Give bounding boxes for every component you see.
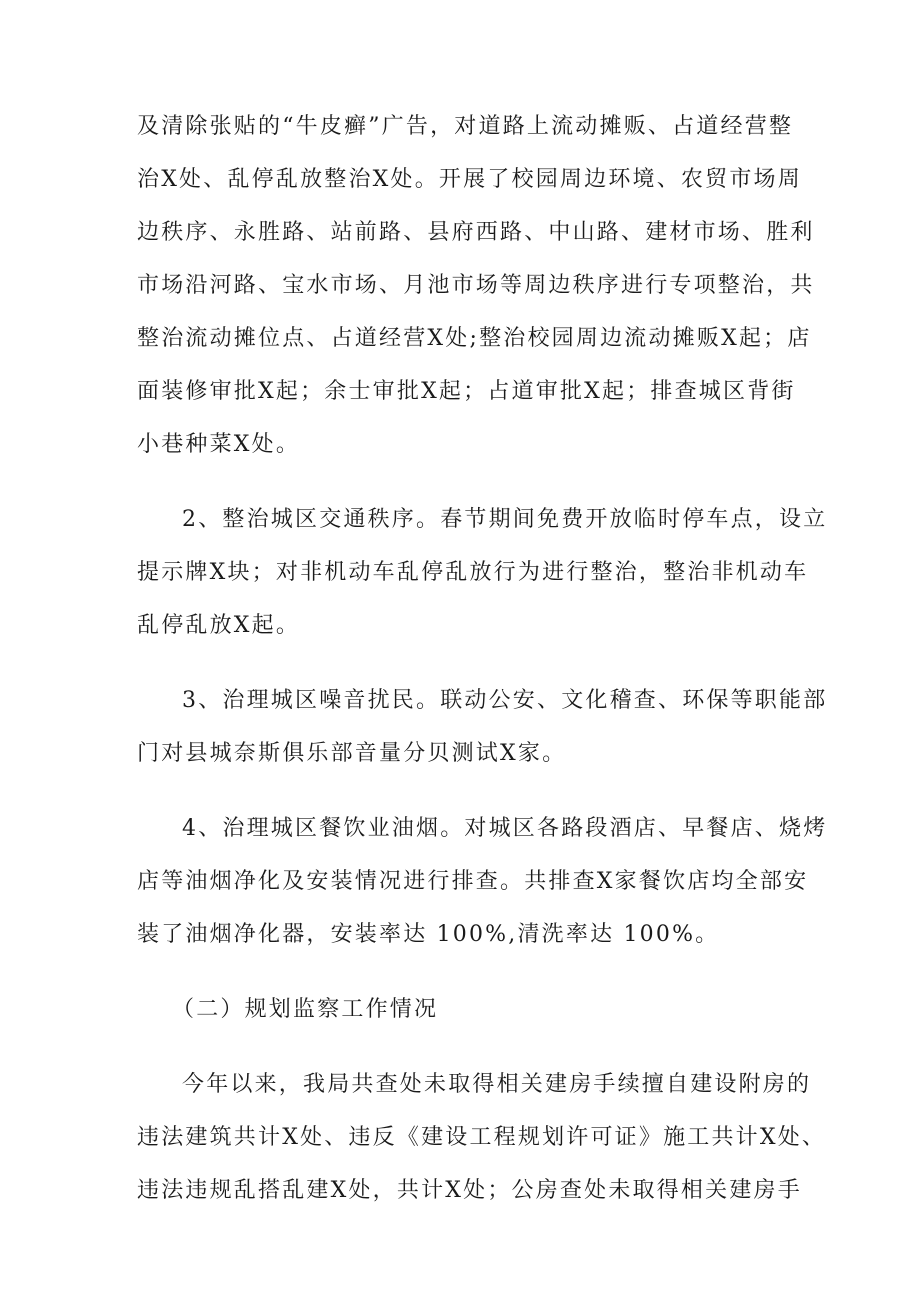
text-line: 面装修审批X起；余士审批X起；占道审批X起；排查城区背街 [137,379,796,404]
text-line: 违法建筑共计X处、违反《建设工程规划许可证》施工共计X处、 [137,1125,827,1150]
text-line: 今年以来，我局共查处未取得相关建房手续擅自建设附房的 [182,1072,812,1097]
text-line: 装了油烟净化器，安装率达 100%,清洗率达 100%。 [137,922,720,947]
text-line: 违法违规乱搭乱建X处，共计X处；公房查处未取得相关建房手 [137,1178,802,1203]
text-line: 整治流动摊位点、占道经营X处;整治校园周边流动摊贩X起；店 [137,326,812,351]
text-line: 门对县城奈斯俱乐部音量分贝测试X家。 [137,741,567,766]
text-line: 乱停乱放X起。 [137,613,301,638]
text-line: 边秩序、永胜路、站前路、县府西路、中山路、建材市场、胜利 [137,220,815,245]
text-line: 治X处、乱停乱放整治X处。开展了校园周边环境、农贸市场周 [137,167,802,192]
text-line: 店等油烟净化及安装情况进行排查。共排查X家餐饮店均全部安 [137,869,809,894]
section-heading: （二）规划监察工作情况 [172,997,439,1022]
text-line: 3、治理城区噪音扰民。联动公安、文化稽查、环保等职能部 [182,688,828,713]
text-line: 提示牌X块；对非机动车乱停乱放行为进行整治，整治非机动车 [137,560,809,585]
text-line: 2、整治城区交通秩序。春节期间免费开放临时停车点，设立 [182,507,828,532]
text-line: 小巷种菜X处。 [137,432,301,457]
text-line: 及清除张贴的“牛皮癣”广告，对道路上流动摊贩、占道经营整 [137,114,794,139]
text-line: 市场沿河路、宝水市场、月池市场等周边秩序进行专项整治，共 [137,273,815,298]
text-line: 4、治理城区餐饮业油烟。对城区各路段酒店、早餐店、烧烤 [182,816,828,841]
